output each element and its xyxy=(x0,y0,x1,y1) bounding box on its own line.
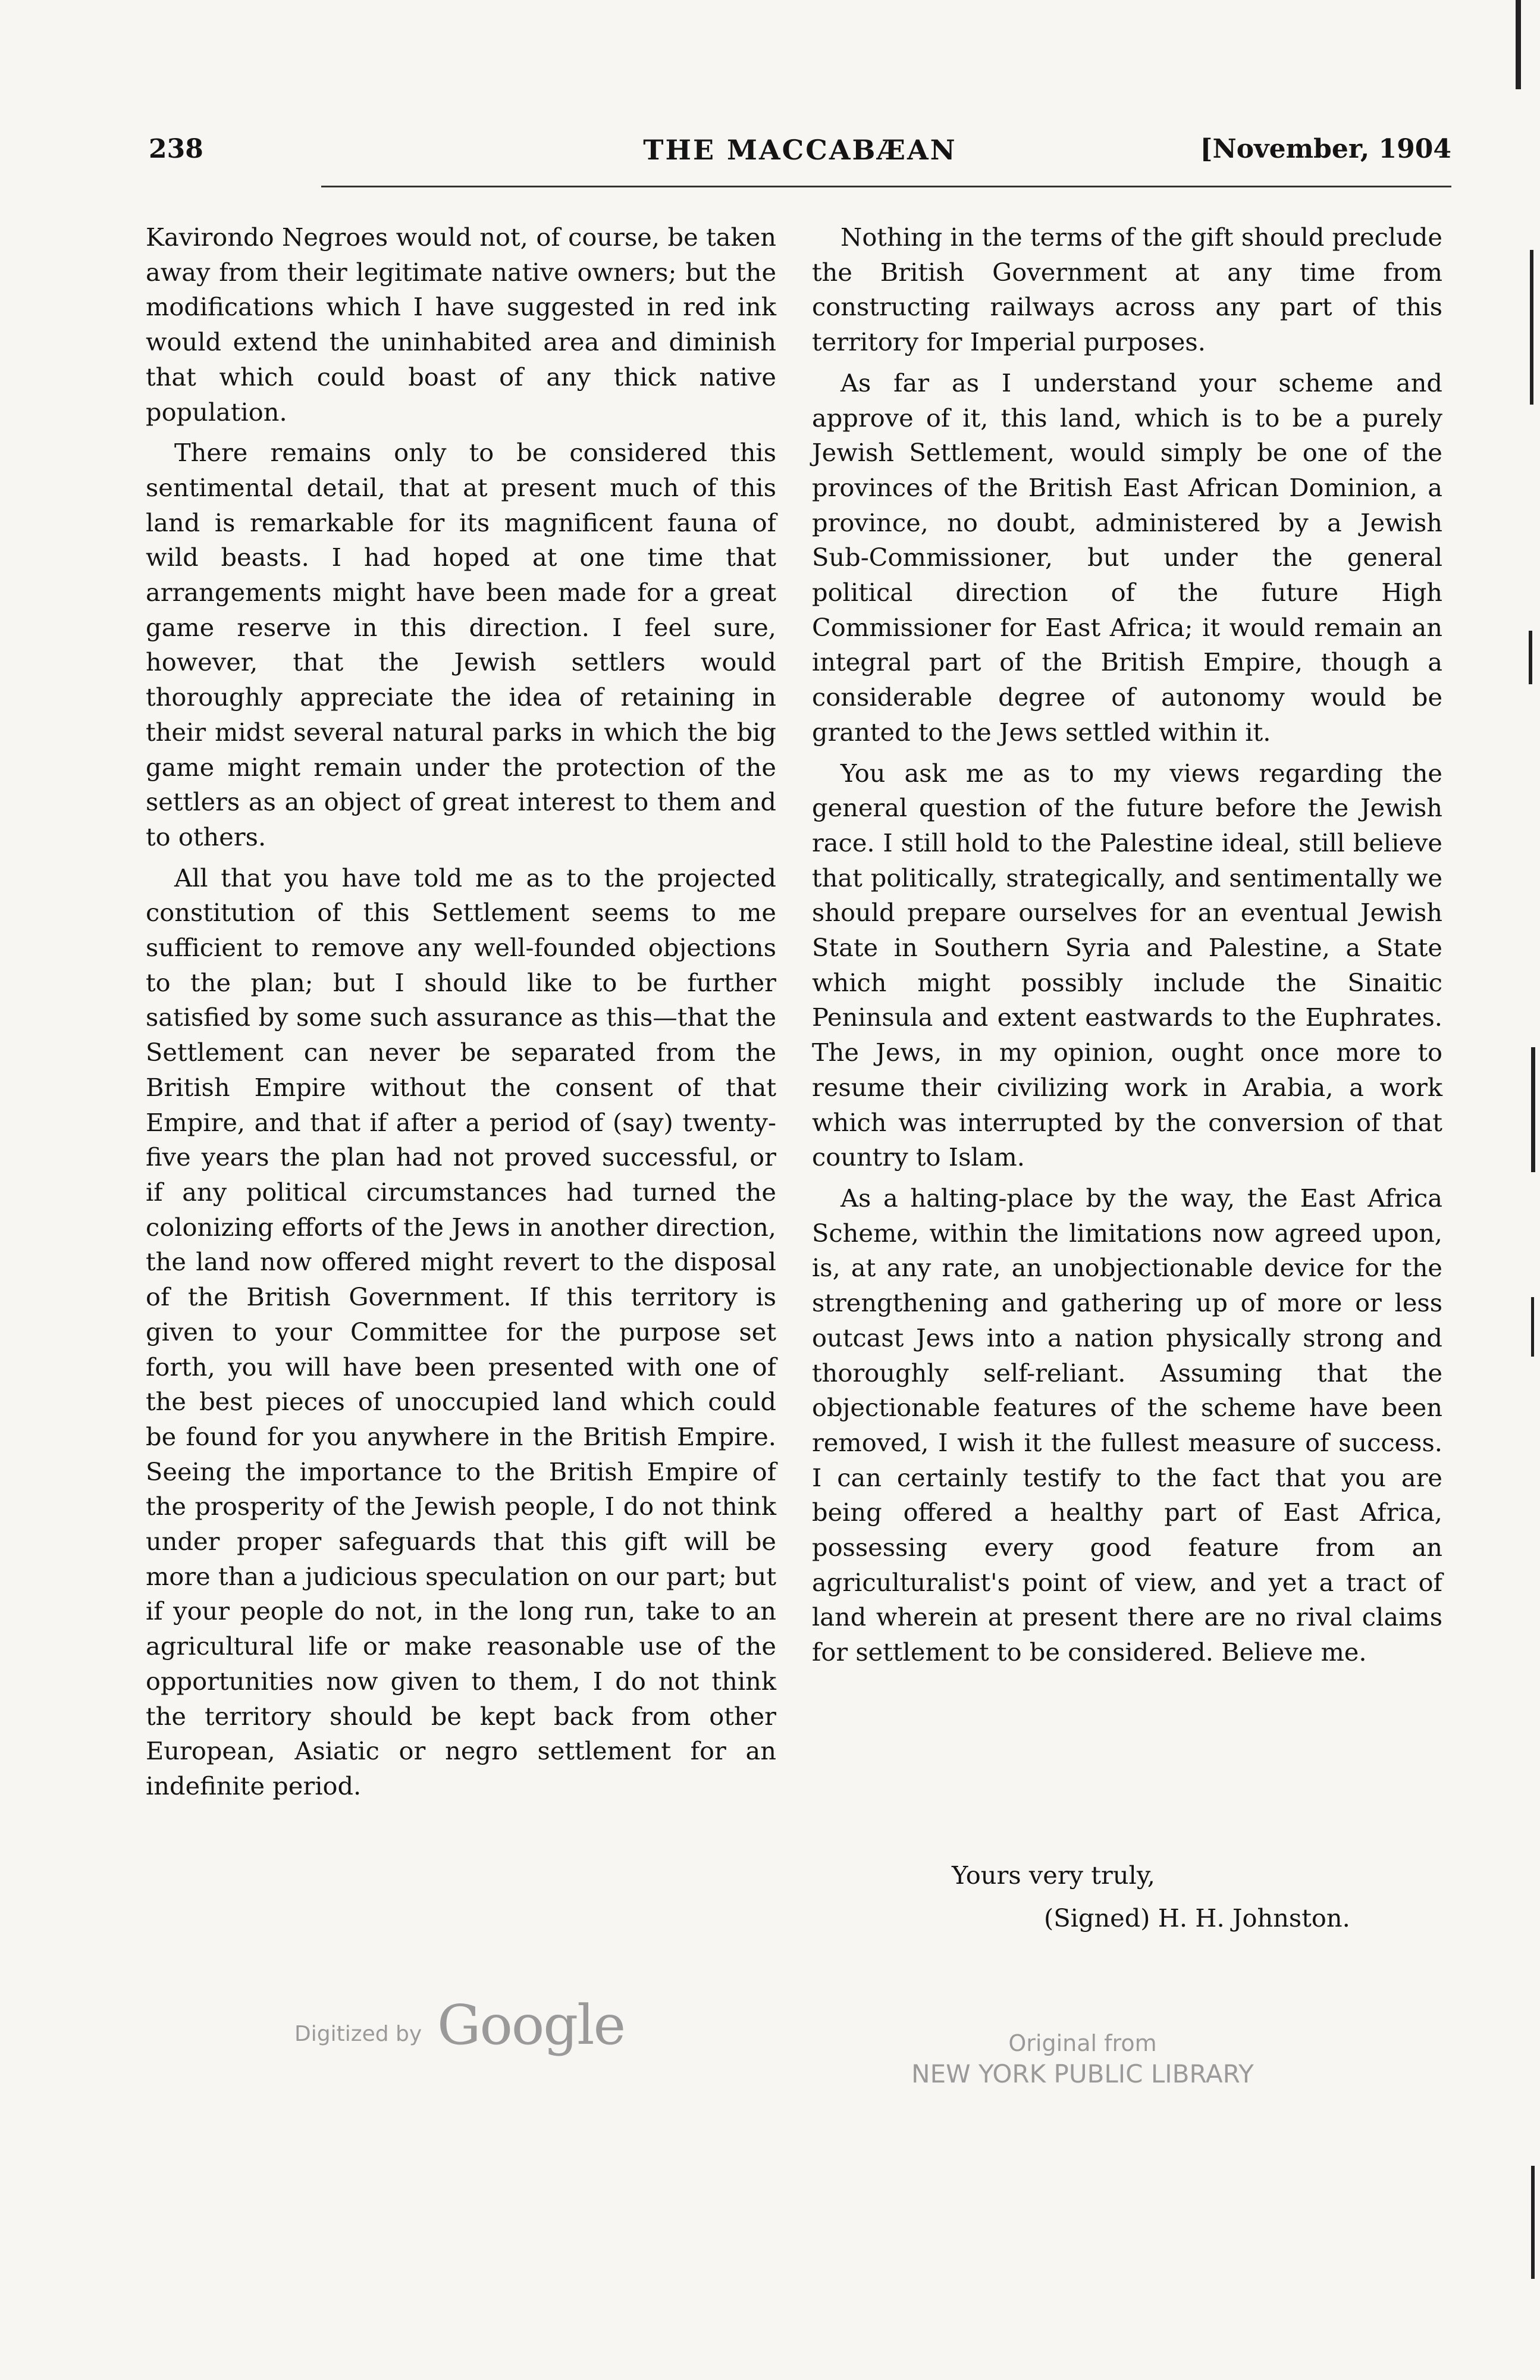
paragraph: Kavirondo Negroes would not, of course, be taken away from their legitimate native owners; but the modifications which I have suggested in red ink would extend the uninhabited area and diminish that which could boast of any thick native population. xyxy=(146,223,776,427)
paragraph: As far as I understand your scheme and approve of it, this land, which is to be a purely Jewish Settlement, would simply be one of the provinces of the British East African Dominion, a province, no doubt, administered by a Jewish Sub-Commissioner, but under the general political direction of the future High Commissioner for East Africa; it would remain an integral part of the British Empire, though a considerable degree of autonomy would be granted to the Jews settled within it. xyxy=(812,368,1442,747)
page-header xyxy=(149,134,1451,176)
paragraph: You ask me as to my views regarding the general question of the future before the Jewish race. I still hold to the Palestine ideal, still believe that politically, strategically, and sentimentally we should prepare ourselves for an eventual Jewish State in Southern Syria and Palestine, a State which might possibly include the Sinaitic Peninsula and extent eastwards to the Euphrates. The Jews, in my opinion, ought once more to resume their civilizing work in Arabia, a work which was interrupted by the conversion of that country to Islam. xyxy=(812,758,1442,1172)
issue-date: [November, 1904 xyxy=(1200,134,1451,164)
scan-edge-mark xyxy=(1530,250,1533,405)
scan-edge-mark xyxy=(1529,631,1532,684)
left-column xyxy=(146,220,776,1810)
paragraph: All that you have told me as to the projected constitution of this Settlement seems to me sufficient to remove any well-founded objections to the plan; but I should like to be further satisfied by some such assurance as this—that the Settlement can never be separated from the British Empire without the consent of that Empire, and that if after a period of (say) twenty-five years the plan had not proved successful, or if any political circumstances had turned the colonizing efforts of the Jews in another direction, the land now offered might revert to the disposal of the British Government. If this territory is given to your Committee for the purpose set forth, you will have been presented with one of the best pieces of unoccupied land which could be found for you anywhere in the British Empire. Seeing the importance to the British Empire of the prosperity of the Jewish people, I do not think under proper safeguards that this gift will be more than a judicious speculation on our part; but if your people do not, in the long run, take to an agricultural life or make reasonable use of the opportunities now given to them, I do not think the territory should be kept back from other European, Asiatic or negro settlement for an indefinite period. xyxy=(146,863,776,1800)
library-name: NEW YORK PUBLIC LIBRARY xyxy=(911,2059,1254,2088)
scan-edge-mark xyxy=(1516,0,1521,89)
paragraph: There remains only to be considered this sentimental detail, that at present much of this land is remarkable for its magnificent fauna of wild beasts. I had hoped at one time that arrangements might have been made for a great game reserve in this direction. I feel sure, however, that the Jewish settlers would thoroughly appreciate the idea of retaining in their midst several natural parks in which the big game might remain under the protection of the settlers as an object of great interest to them and to others. xyxy=(146,438,776,851)
scan-edge-mark xyxy=(1531,1047,1535,1172)
letter-signature: (Signed) H. H. Johnston. xyxy=(1044,1903,1350,1933)
scan-edge-mark xyxy=(1531,1297,1534,1357)
paragraph: As a halting-place by the way, the East Africa Scheme, within the limitations now agreed upon, is, at any rate, an unobjectionable device for the strengthening and gathering up of more or less outcast Jews into a nation physically strong and thoroughly self-reliant. Assuming that the objectionable features of the scheme have been removed, I wish it the fullest measure of success. I can certainly testify to the fact that you are being offered a healthy part of East Africa, possessing every good feature from an agriculturalist's point of view, and yet a tract of land wherein at present there are no rival claims for settlement to be considered. Believe me. xyxy=(812,1183,1442,1667)
page-number: 238 xyxy=(149,134,203,164)
digitized-by-label: Digitized by xyxy=(294,2022,422,2046)
right-column xyxy=(812,220,1442,1676)
source-watermark xyxy=(892,2029,1273,2091)
running-title: THE MACCABÆAN xyxy=(643,134,957,166)
original-from-label: Original from xyxy=(1008,2030,1157,2056)
paragraph: Nothing in the terms of the gift should preclude the British Government at any time from constructing railways across any part of this territory for Imperial purposes. xyxy=(812,223,1442,357)
header-rule xyxy=(321,186,1451,187)
google-logo: Google xyxy=(437,1993,625,2057)
scan-edge-mark xyxy=(1531,2166,1535,2279)
letter-closing: Yours very truly, xyxy=(952,1861,1155,1890)
